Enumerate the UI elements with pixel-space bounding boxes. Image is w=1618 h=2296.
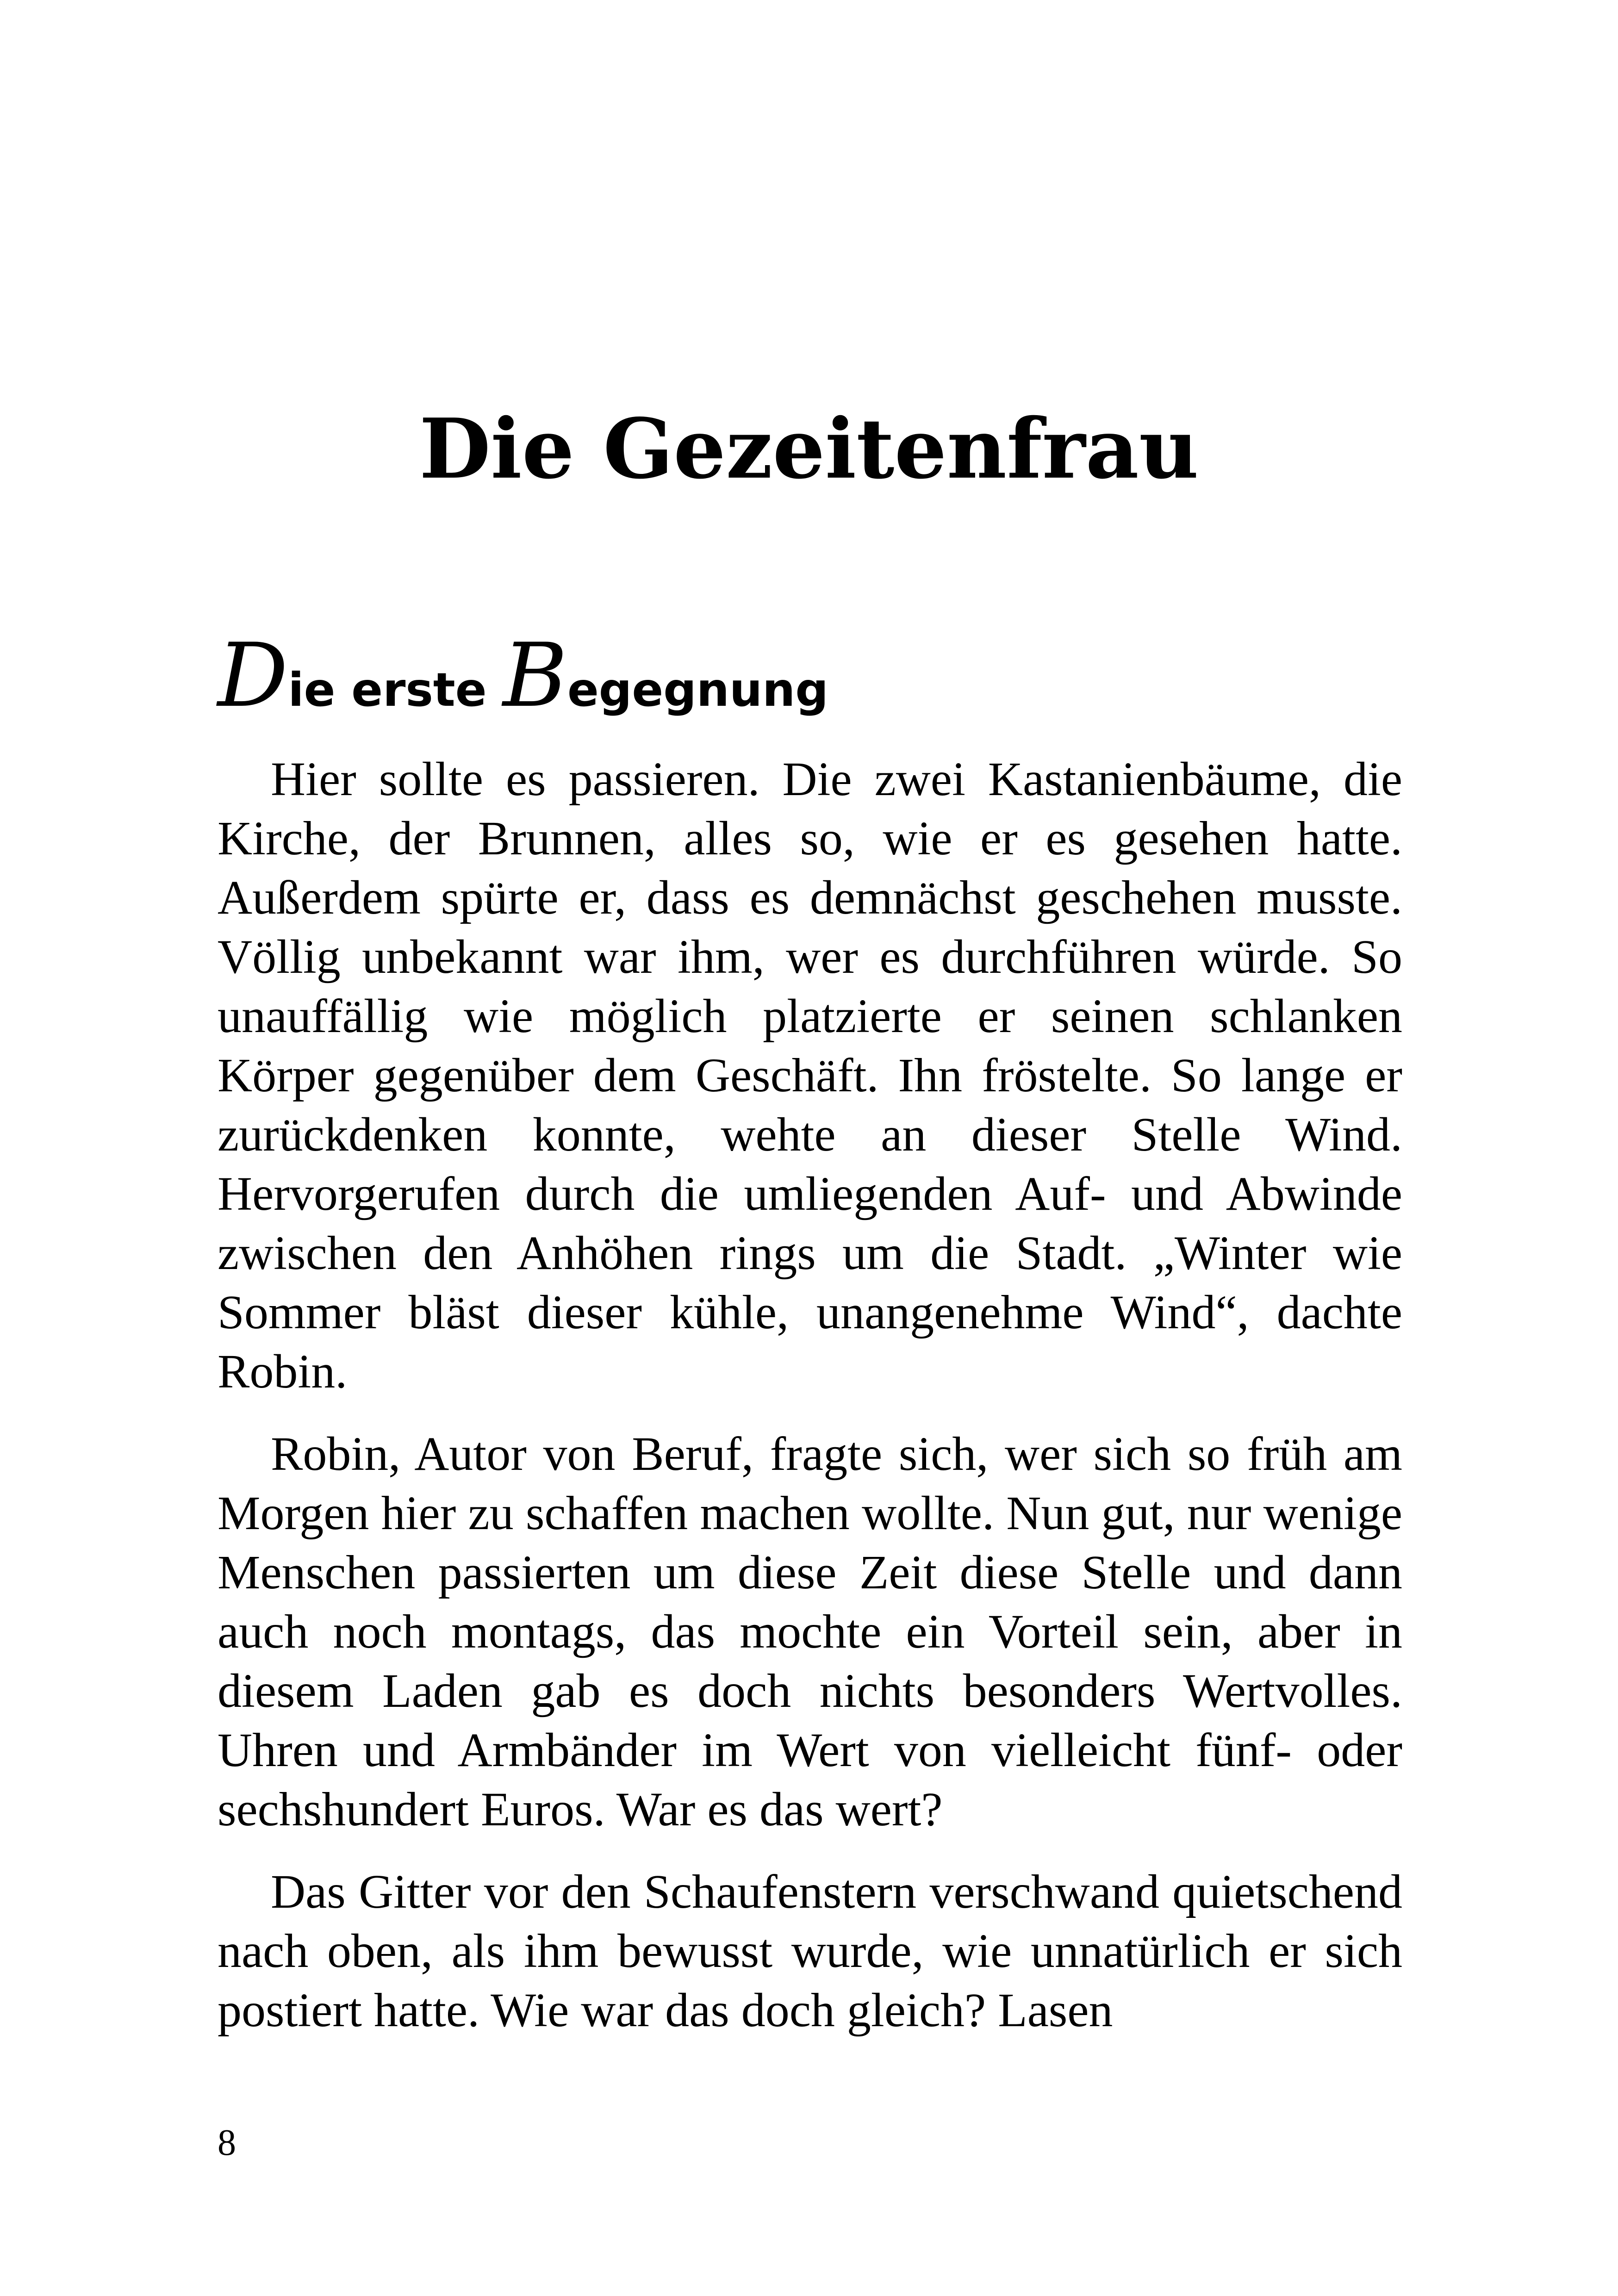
- chapter-initial-d: D: [218, 624, 288, 727]
- chapter-heading-part-1: ie erste: [288, 663, 503, 717]
- chapter-heading-part-2: egegnung: [567, 663, 828, 717]
- chapter-heading: [218, 620, 828, 746]
- body-text: [218, 750, 1402, 2063]
- page-number: 8: [218, 2122, 236, 2163]
- paragraph-1: Hier sollte es passieren. Die zwei Kastanienbäume, die Kirche, der Brunnen, alles so, wie er es gesehen hatte. Außerdem spürte er, dass es demnächst geschehen musste. Völlig unbekannt war ihm, wer es durchführen würde. So unauffällig wie möglich platzierte er seinen schlanken Körper gegenüber dem Geschäft. Ihn fröstelte. So lange er zurückdenken konnte, wehte an dieser Stelle Wind. Hervorgerufen durch die umliegenden Auf- und Abwinde zwischen den Anhöhen rings um die Stadt. „Winter wie Sommer bläst dieser kühle, unangenehme Wind“, dachte Robin.: [218, 753, 1402, 1398]
- paragraph-3: Das Gitter vor den Schaufenstern verschwand quietschend nach oben, als ihm bewusst wurde, wie unnatürlich er sich postiert hatte. Wie war das doch gleich? Lasen: [218, 1865, 1402, 2037]
- book-title: Die Gezeitenfrau: [419, 400, 1199, 497]
- paragraph-2: Robin, Autor von Beruf, fragte sich, wer sich so früh am Morgen hier zu schaffen machen wollte. Nun gut, nur wenige Menschen passierten um diese Zeit diese Stelle und dann auch noch montags, das mochte ein Vorteil sein, aber in diesem Laden gab es doch nichts besonders Wertvolles. Uhren und Armbänder im Wert von vielleicht fünf- oder sechshundert Euros. War es das wert?: [218, 1427, 1402, 1836]
- chapter-initial-b: B: [503, 624, 567, 727]
